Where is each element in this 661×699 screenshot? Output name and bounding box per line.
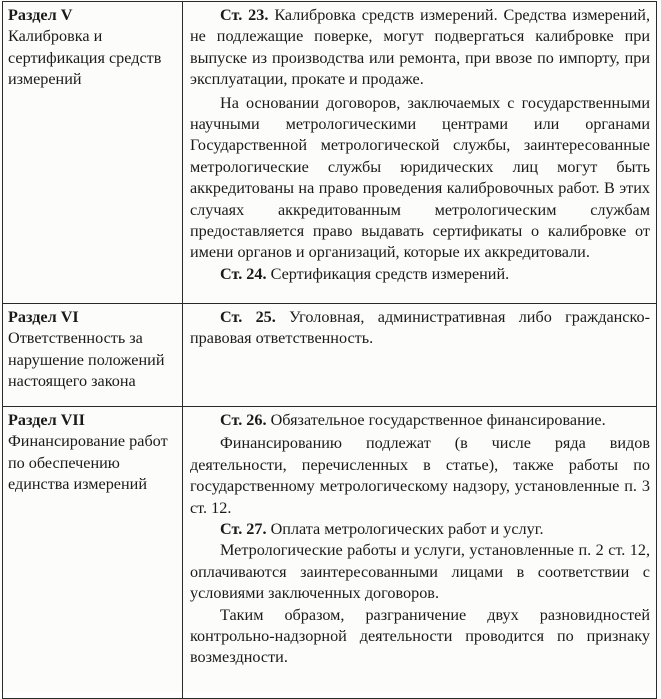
section-label: Раздел VII	[8, 411, 85, 429]
article-number: Ст. 26.	[220, 411, 267, 429]
paragraph-text: На основании договоров, заключаемых с государственными научными метрологическими центрами или органами Государственной метрологической службы, заинтересованные метрологические службы юридических лиц могут быть аккредитованы на право проведения калибровочных работ. В этих случаях аккредитованным метрологическим службам предоставляется право выдавать сертификаты о калибровке от имени органов и организаций, которые их аккредитовали.	[190, 93, 650, 262]
article-number: Ст. 23.	[220, 6, 269, 24]
article-paragraph	[190, 605, 650, 669]
article-number: Ст. 24.	[220, 264, 267, 283]
table-row	[3, 407, 657, 699]
articles-cell	[183, 407, 657, 699]
section-title: Ответственность за нарушение положений настоящего закона	[8, 329, 165, 391]
paragraph-text: Калибровка средств измерений. Средства измерений, не подлежащие поверке, могут подвергаться калибровке при выпуске из производства или ремонта, при ввозе по импорту, при эксплуатации, прокате и продаже.	[190, 6, 650, 89]
section-label: Раздел VI	[8, 308, 79, 326]
article-paragraph	[190, 433, 650, 519]
section-cell	[3, 304, 183, 407]
article-paragraph	[190, 410, 650, 431]
paragraph-text: Сертификация средств измерений.	[270, 264, 510, 283]
paragraph-text: Таким образом, разграничение двух разновидностей контрольно-надзорной деятельности проводится по признаку возмездности.	[190, 605, 650, 667]
paragraph-text: Обязательное государственное финансирование.	[270, 411, 606, 429]
article-paragraph	[190, 307, 650, 350]
article-paragraph	[190, 93, 650, 264]
paragraph-text: Финансированию подлежат (в числе ряда видов деятельности, перечисленных в статье), также работы по государственному метрологическому надзору, установленные п. 3 ст. 12.	[190, 434, 650, 517]
article-number: Ст. 27.	[220, 520, 267, 539]
paragraph-text: Оплата метрологических работ и услуг.	[270, 520, 544, 539]
section-title: Калибровка и сертификация средств измерений	[8, 27, 162, 89]
article-paragraph	[190, 264, 650, 285]
table-row	[3, 304, 657, 407]
section-cell	[3, 407, 183, 699]
section-label: Раздел V	[8, 6, 73, 24]
article-paragraph	[190, 519, 650, 540]
law-sections-table	[2, 1, 657, 699]
article-paragraph	[190, 5, 650, 91]
article-paragraph	[190, 540, 650, 604]
table-row	[3, 2, 657, 304]
paragraph-text: Метрологические работы и услуги, установленные п. 2 ст. 12, оплачиваются заинтересованными лицами в соответствии с условиями заключенных договоров.	[190, 541, 650, 603]
article-number: Ст. 25.	[220, 308, 276, 326]
section-title: Финансирование работ по обеспечению единства измерений	[8, 432, 168, 494]
section-cell	[3, 2, 183, 304]
paragraph-text: Уголовная, административная либо гражданско-правовая ответственность.	[190, 308, 651, 348]
articles-cell	[183, 304, 657, 407]
articles-cell	[183, 2, 657, 304]
